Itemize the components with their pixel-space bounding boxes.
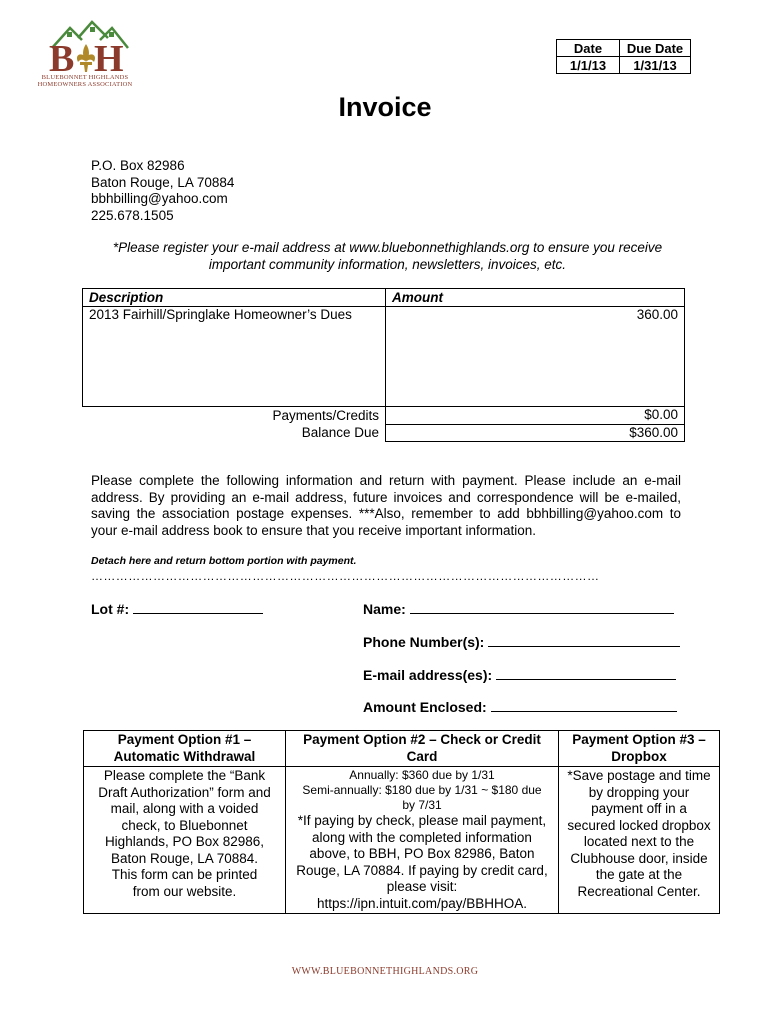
option2-body <box>286 767 559 914</box>
due-date-value: 1/31/13 <box>620 57 691 74</box>
email-field <box>363 666 676 683</box>
address-po-box: P.O. Box 82986 <box>91 158 185 173</box>
name-field <box>363 600 674 617</box>
description-header: Description <box>83 289 386 307</box>
option3-line: *Save postage and time <box>567 768 711 783</box>
address-phone: 225.678.1505 <box>91 207 174 223</box>
registration-note-line1: *Please register your e-mail address at www.bluebonnethighlands.org to ensure you receive <box>112 240 663 255</box>
fleur-de-lis-icon <box>77 44 95 72</box>
option3-title-line1: Payment Option #3 – <box>572 732 706 747</box>
option3-body <box>559 767 720 914</box>
date-header: Date <box>557 40 620 57</box>
option2-title-line1: Payment Option #2 – Check or Credit <box>303 732 541 747</box>
payments-credits-label: Payments/Credits <box>272 408 379 423</box>
registration-note-line2: important community information, newsletters, invoices, etc. <box>208 257 567 272</box>
phone-input-line[interactable] <box>488 633 680 647</box>
option2-header <box>286 731 559 767</box>
option2-line: Rouge, LA 70884. If paying by credit card, <box>296 862 548 878</box>
balance-due-value: $360.00 <box>386 424 685 441</box>
amount-enclosed-label: Amount Enclosed: <box>363 699 487 715</box>
option2-line: along with the completed information <box>312 829 532 845</box>
footer-website[interactable]: WWW.BLUEBONNETHIGHLANDS.ORG <box>291 966 479 977</box>
phone-field <box>363 633 680 650</box>
item-amount: 360.00 <box>386 307 685 407</box>
option2-semiannual-note-end: by 7/31 <box>402 798 442 812</box>
option1-body <box>84 767 286 914</box>
option1-title-line2: Automatic Withdrawal <box>113 748 256 764</box>
option3-line: located next to the <box>583 834 695 849</box>
amount-header: Amount <box>386 289 685 307</box>
lot-field <box>91 600 263 617</box>
option3-line: Clubhouse door, inside <box>570 850 708 866</box>
amount-enclosed-input-line[interactable] <box>491 698 677 712</box>
name-input-line[interactable] <box>410 600 674 614</box>
payment-options-table <box>83 730 720 914</box>
option3-title-line2: Dropbox <box>611 748 667 764</box>
association-logo <box>30 18 140 90</box>
logo-text-line2: HOMEOWNERS ASSOCIATION <box>37 81 133 88</box>
option2-semiannual-note: Semi-annually: $180 due by 1/31 ~ $180 due <box>302 783 542 797</box>
option1-header <box>84 731 286 767</box>
option2-payment-url[interactable]: https://ipn.intuit.com/pay/BBHHOA. <box>316 895 528 911</box>
due-date-header: Due Date <box>620 40 691 57</box>
payments-credits-value: $0.00 <box>386 407 685 425</box>
lot-label: Lot #: <box>91 601 130 617</box>
address-city: Baton Rouge, LA 70884 <box>91 174 235 190</box>
option2-line: above, to BBH, PO Box 82986, Baton <box>309 846 535 861</box>
logo-monogram-b: B <box>49 38 75 80</box>
option2-line: please visit: <box>386 879 458 894</box>
option1-line: check, to Bluebonnet <box>121 817 248 833</box>
instructions-paragraph: Please complete the following information and return with payment. Please include an e-mail address. By providing an e-mail address, future invoices and correspondence will be e-mailed, saving the association postage expenses. ***Also, remember to add bbhbilling@yahoo.com to your e-mail address book to ensure that you receive important information. <box>91 473 681 538</box>
option3-header <box>559 731 720 767</box>
option3-line: payment off in a <box>591 801 687 816</box>
detach-instruction: Detach here and return bottom portion with payment. <box>91 555 357 567</box>
option2-title-line2: Card <box>406 748 438 764</box>
option3-line: the gate at the <box>595 867 683 882</box>
date-table <box>556 39 691 74</box>
option1-line: mail, along with a voided <box>110 801 259 816</box>
invoice-table <box>82 288 685 442</box>
address-email: bbhbilling@yahoo.com <box>91 191 228 206</box>
option2-line: *If paying by check, please mail payment, <box>297 813 547 828</box>
option1-line: from our website. <box>132 883 237 899</box>
amount-enclosed-field <box>363 698 677 715</box>
logo-monogram-h: H <box>94 38 124 80</box>
option1-line: Draft Authorization” form and <box>98 784 271 800</box>
email-label: E-mail address(es): <box>363 667 493 683</box>
phone-label: Phone Number(s): <box>363 634 485 650</box>
detach-dotted-line: …………………………………………………………………………………………………………… <box>91 569 600 583</box>
option1-line: This form can be printed <box>111 867 258 882</box>
email-input-line[interactable] <box>496 666 676 680</box>
logo-text-line1: BLUEBONNET HIGHLANDS <box>41 74 129 81</box>
name-label: Name: <box>363 601 406 617</box>
item-description: 2013 Fairhill/Springlake Homeowner’s Dues <box>83 307 386 407</box>
date-value: 1/1/13 <box>557 57 620 74</box>
balance-due-label: Balance Due <box>301 425 379 440</box>
option1-line: Highlands, PO Box 82986, <box>104 834 265 849</box>
option1-line: Please complete the “Bank <box>103 768 266 783</box>
option1-title-line1: Payment Option #1 – <box>117 732 252 747</box>
option3-line: secured locked dropbox <box>567 817 711 833</box>
option3-line: by dropping your <box>588 784 690 800</box>
option1-line: Baton Rouge, LA 70884. <box>110 850 259 866</box>
page-title: Invoice <box>338 92 432 122</box>
registration-note <box>90 239 685 273</box>
option3-line: Recreational Center. <box>577 883 701 899</box>
option2-annual-note: Annually: $360 due by 1/31 <box>349 768 495 782</box>
lot-input-line[interactable] <box>133 600 263 614</box>
